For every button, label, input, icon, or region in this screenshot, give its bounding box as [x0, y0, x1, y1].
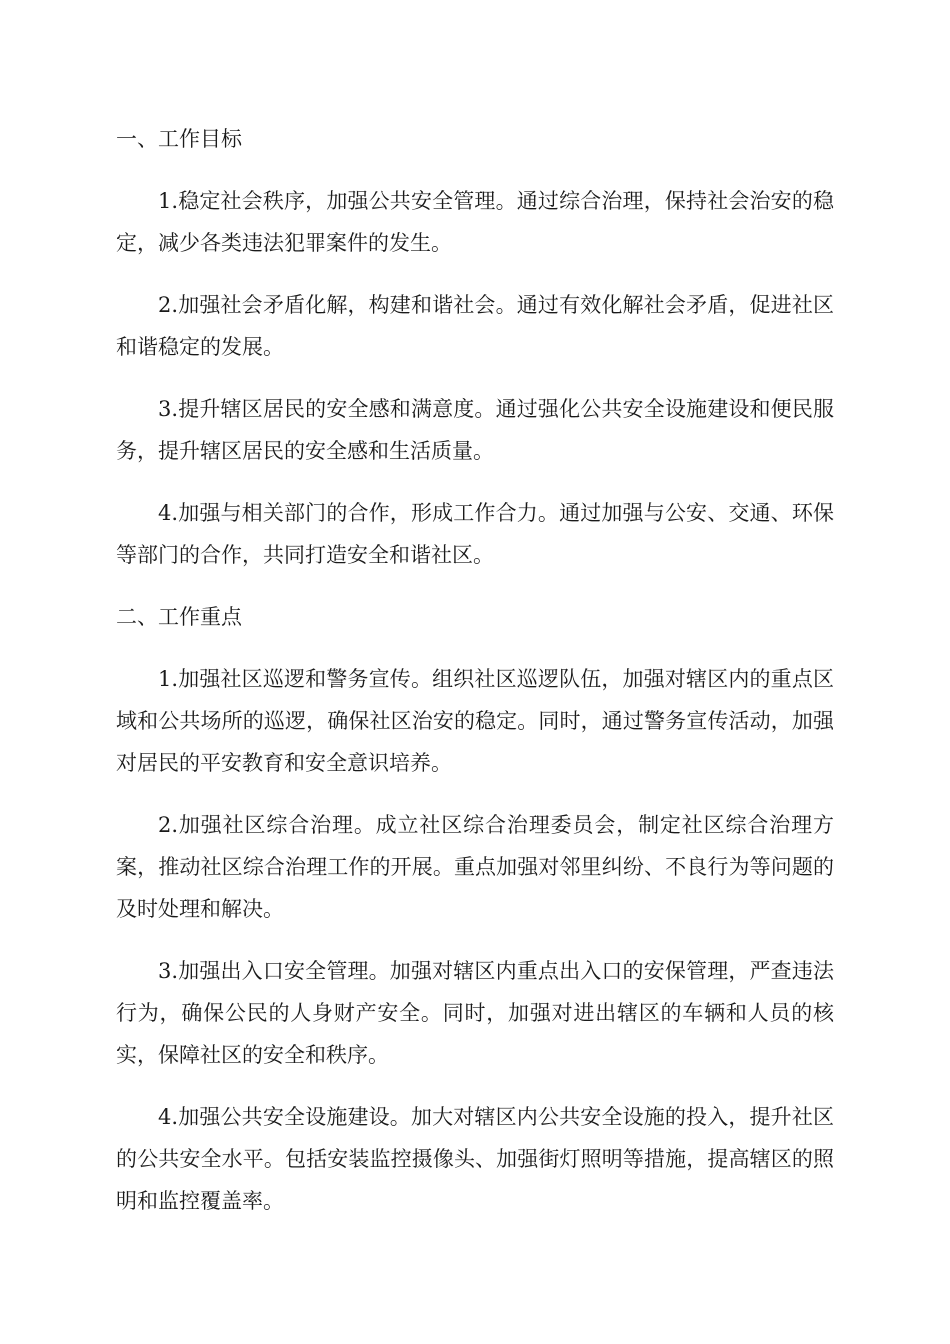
paragraph: 3.提升辖区居民的安全感和满意度。通过强化公共安全设施建设和便民服务，提升辖区居民的安全感和生活质量。 — [116, 397, 834, 463]
paragraph: 2.加强社会矛盾化解，构建和谐社会。通过有效化解社会矛盾，促进社区和谐稳定的发展。 — [116, 293, 834, 359]
section-heading: 一、工作目标 — [116, 127, 242, 151]
document-body — [116, 118, 834, 1242]
section-work-focus — [116, 596, 834, 1222]
section-work-goals — [116, 118, 834, 576]
paragraph: 2.加强社区综合治理。成立社区综合治理委员会，制定社区综合治理方案，推动社区综合治理工作的开展。重点加强对邻里纠纷、不良行为等问题的及时处理和解决。 — [116, 813, 834, 921]
paragraph: 1.稳定社会秩序，加强公共安全管理。通过综合治理，保持社会治安的稳定，减少各类违法犯罪案件的发生。 — [116, 189, 834, 255]
section-heading: 二、工作重点 — [116, 605, 242, 629]
paragraph: 1.加强社区巡逻和警务宣传。组织社区巡逻队伍，加强对辖区内的重点区域和公共场所的巡逻，确保社区治安的稳定。同时，通过警务宣传活动，加强对居民的平安教育和安全意识培养。 — [116, 667, 834, 775]
paragraph: 4.加强与相关部门的合作，形成工作合力。通过加强与公安、交通、环保等部门的合作，共同打造安全和谐社区。 — [116, 501, 834, 567]
paragraph: 3.加强出入口安全管理。加强对辖区内重点出入口的安保管理，严查违法行为，确保公民的人身财产安全。同时，加强对进出辖区的车辆和人员的核实，保障社区的安全和秩序。 — [116, 959, 834, 1067]
paragraph: 4.加强公共安全设施建设。加大对辖区内公共安全设施的投入，提升社区的公共安全水平。包括安装监控摄像头、加强街灯照明等措施，提高辖区的照明和监控覆盖率。 — [116, 1105, 834, 1213]
